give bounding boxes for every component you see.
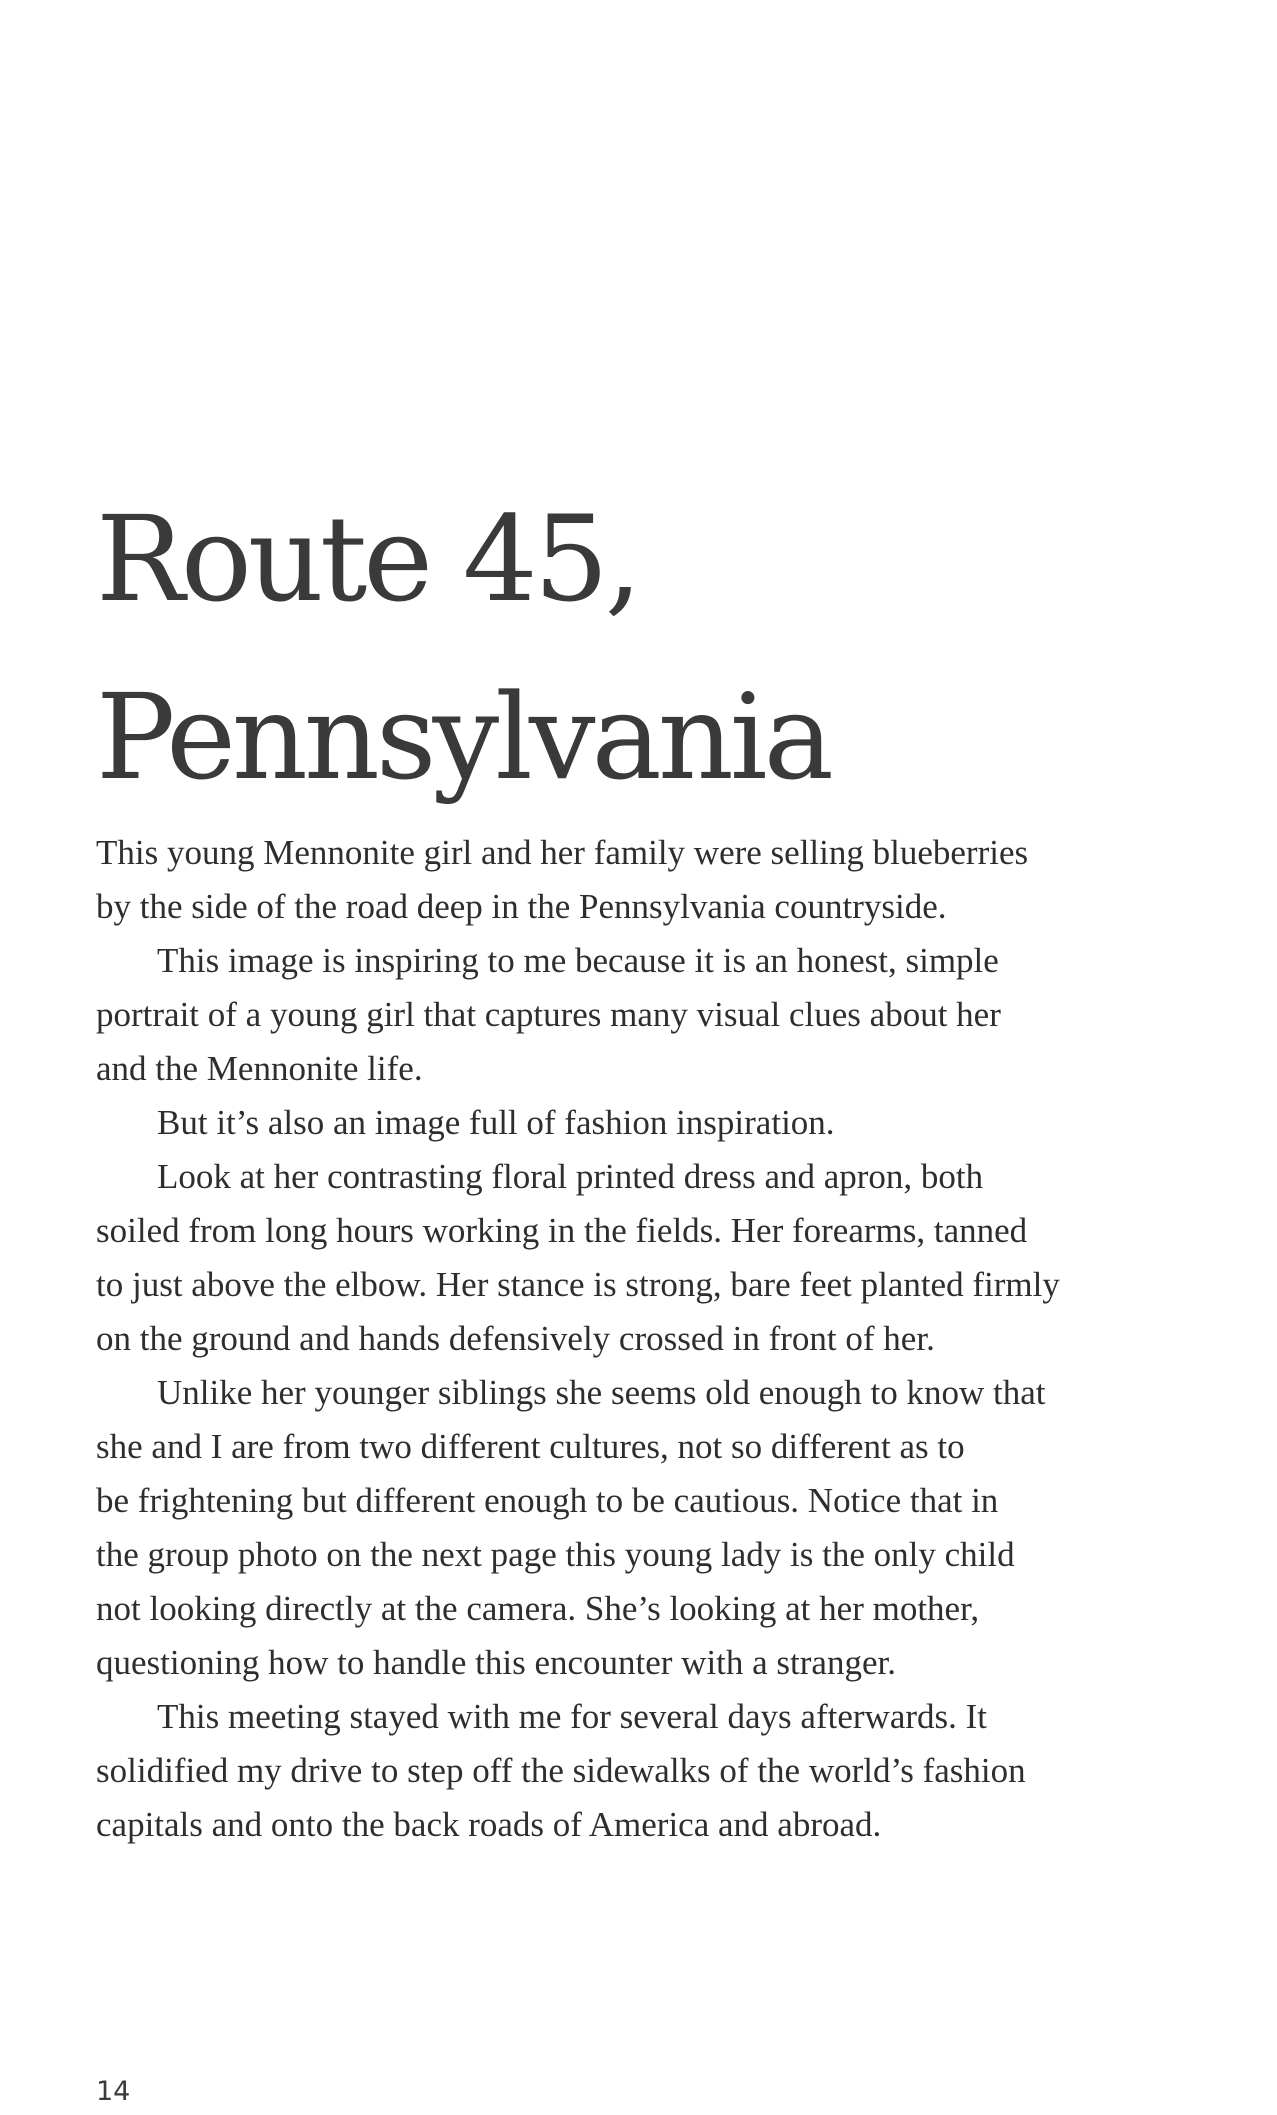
paragraph-2 [96, 934, 1156, 1096]
text-line: by the side of the road deep in the Pennsylvania countryside. [96, 887, 947, 926]
text-line: questioning how to handle this encounter with a stranger. [96, 1643, 896, 1682]
text-line: solidified my drive to step off the sidewalks of the world’s fashion [96, 1751, 1026, 1790]
text-line: This meeting stayed with me for several days afterwards. It [157, 1697, 988, 1736]
text-line: capitals and onto the back roads of America and abroad. [96, 1805, 882, 1844]
chapter-title [96, 470, 830, 826]
text-line: not looking directly at the camera. She’s looking at her mother, [96, 1589, 980, 1628]
text-line: portrait of a young girl that captures many visual clues about her [96, 995, 1001, 1034]
text-line: on the ground and hands defensively crossed in front of her. [96, 1319, 935, 1358]
paragraph-3 [96, 1096, 1156, 1150]
text-line: be frightening but different enough to be cautious. Notice that in [96, 1481, 999, 1520]
paragraph-5 [96, 1366, 1156, 1690]
text-line: But it’s also an image full of fashion inspiration. [157, 1103, 835, 1142]
page-number: 14 [96, 2076, 131, 2107]
paragraph-1 [96, 826, 1156, 934]
text-line: Unlike her younger siblings she seems old enough to know that [157, 1373, 1046, 1412]
text-line: to just above the elbow. Her stance is strong, bare feet planted firmly [96, 1265, 1060, 1304]
text-line: the group photo on the next page this young lady is the only child [96, 1535, 1015, 1574]
text-line: soiled from long hours working in the fields. Her forearms, tanned [96, 1211, 1028, 1250]
text-line: Look at her contrasting floral printed dress and apron, both [157, 1157, 984, 1196]
paragraph-4 [96, 1150, 1156, 1366]
text-line: she and I are from two different cultures, not so different as to [96, 1427, 965, 1466]
chapter-title-line-1: Route 45, [96, 490, 639, 628]
text-line: and the Mennonite life. [96, 1049, 423, 1088]
paragraph-6 [96, 1690, 1156, 1852]
text-line: This young Mennonite girl and her family were selling blueberries [96, 833, 1029, 872]
text-line: This image is inspiring to me because it is an honest, simple [157, 941, 999, 980]
chapter-title-line-2: Pennsylvania [96, 668, 830, 806]
body-text [96, 826, 1156, 1852]
